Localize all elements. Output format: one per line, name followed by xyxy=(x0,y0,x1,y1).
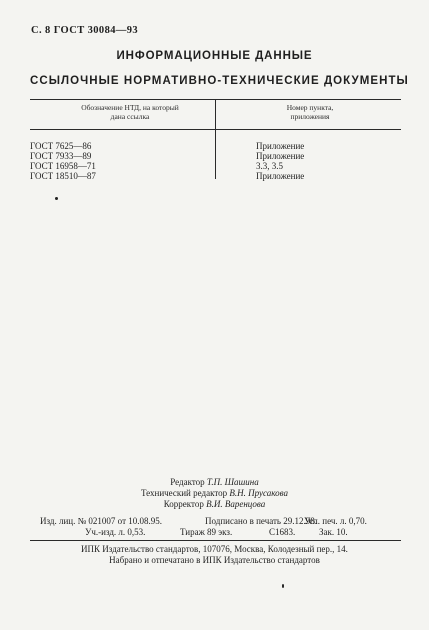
ink-speck xyxy=(55,197,58,200)
printer-info: Набрано и отпечатано в ИПК Издательство стандартов xyxy=(109,555,320,565)
row-reference: Приложение xyxy=(256,151,305,161)
row-document: ГОСТ 7933—89 xyxy=(30,151,92,161)
row-document: ГОСТ 18510—87 xyxy=(30,171,96,181)
row-document: ГОСТ 7625—86 xyxy=(30,141,92,151)
order-number: Зак. 10. xyxy=(319,527,348,537)
publisher-address: ИПК Издательство стандартов, 107076, Москва, Колодезный пер., 14. xyxy=(81,544,348,554)
credit-corrector: Корректор В.И. Варенцова xyxy=(163,499,266,509)
page-reference: С. 8 ГОСТ 30084—93 xyxy=(31,25,139,36)
table-row xyxy=(30,141,401,151)
row-reference: Приложение xyxy=(256,171,305,181)
order-code: С1683. xyxy=(269,527,296,537)
main-title: ИНФОРМАЦИОННЫЕ ДАННЫЕ xyxy=(116,50,313,62)
license-info: Изд. лиц. № 021007 от 10.08.95. xyxy=(40,516,162,526)
ink-speck xyxy=(282,584,284,588)
column-header-document: Обозначение НТД, на который дана ссылка xyxy=(81,103,179,121)
row-reference: 3.3, 3.5 xyxy=(256,161,283,171)
pub-sheets: Уч.-изд. л. 0,53. xyxy=(85,527,146,537)
row-document: ГОСТ 16958—71 xyxy=(30,161,96,171)
credit-tech-editor: Технический редактор В.Н. Прусакова xyxy=(140,488,289,498)
copies-count: Тираж 89 экз. xyxy=(180,527,233,537)
row-reference: Приложение xyxy=(256,141,305,151)
table-row xyxy=(30,171,401,181)
section-title: ССЫЛОЧНЫЕ НОРМАТИВНО-ТЕХНИЧЕСКИЕ ДОКУМЕНТЫ xyxy=(30,75,409,87)
print-sheets: Усл. печ. л. 0,70. xyxy=(304,516,367,526)
credit-editor: Редактор Т.П. Шашина xyxy=(170,477,259,487)
signed-date: Подписано в печать 29.12.98. xyxy=(205,516,318,526)
column-header-reference: Номер пункта, приложения xyxy=(286,103,334,121)
table-row xyxy=(30,161,401,171)
table-body xyxy=(30,141,401,181)
table-row xyxy=(30,151,401,161)
footer-rule xyxy=(30,540,401,541)
